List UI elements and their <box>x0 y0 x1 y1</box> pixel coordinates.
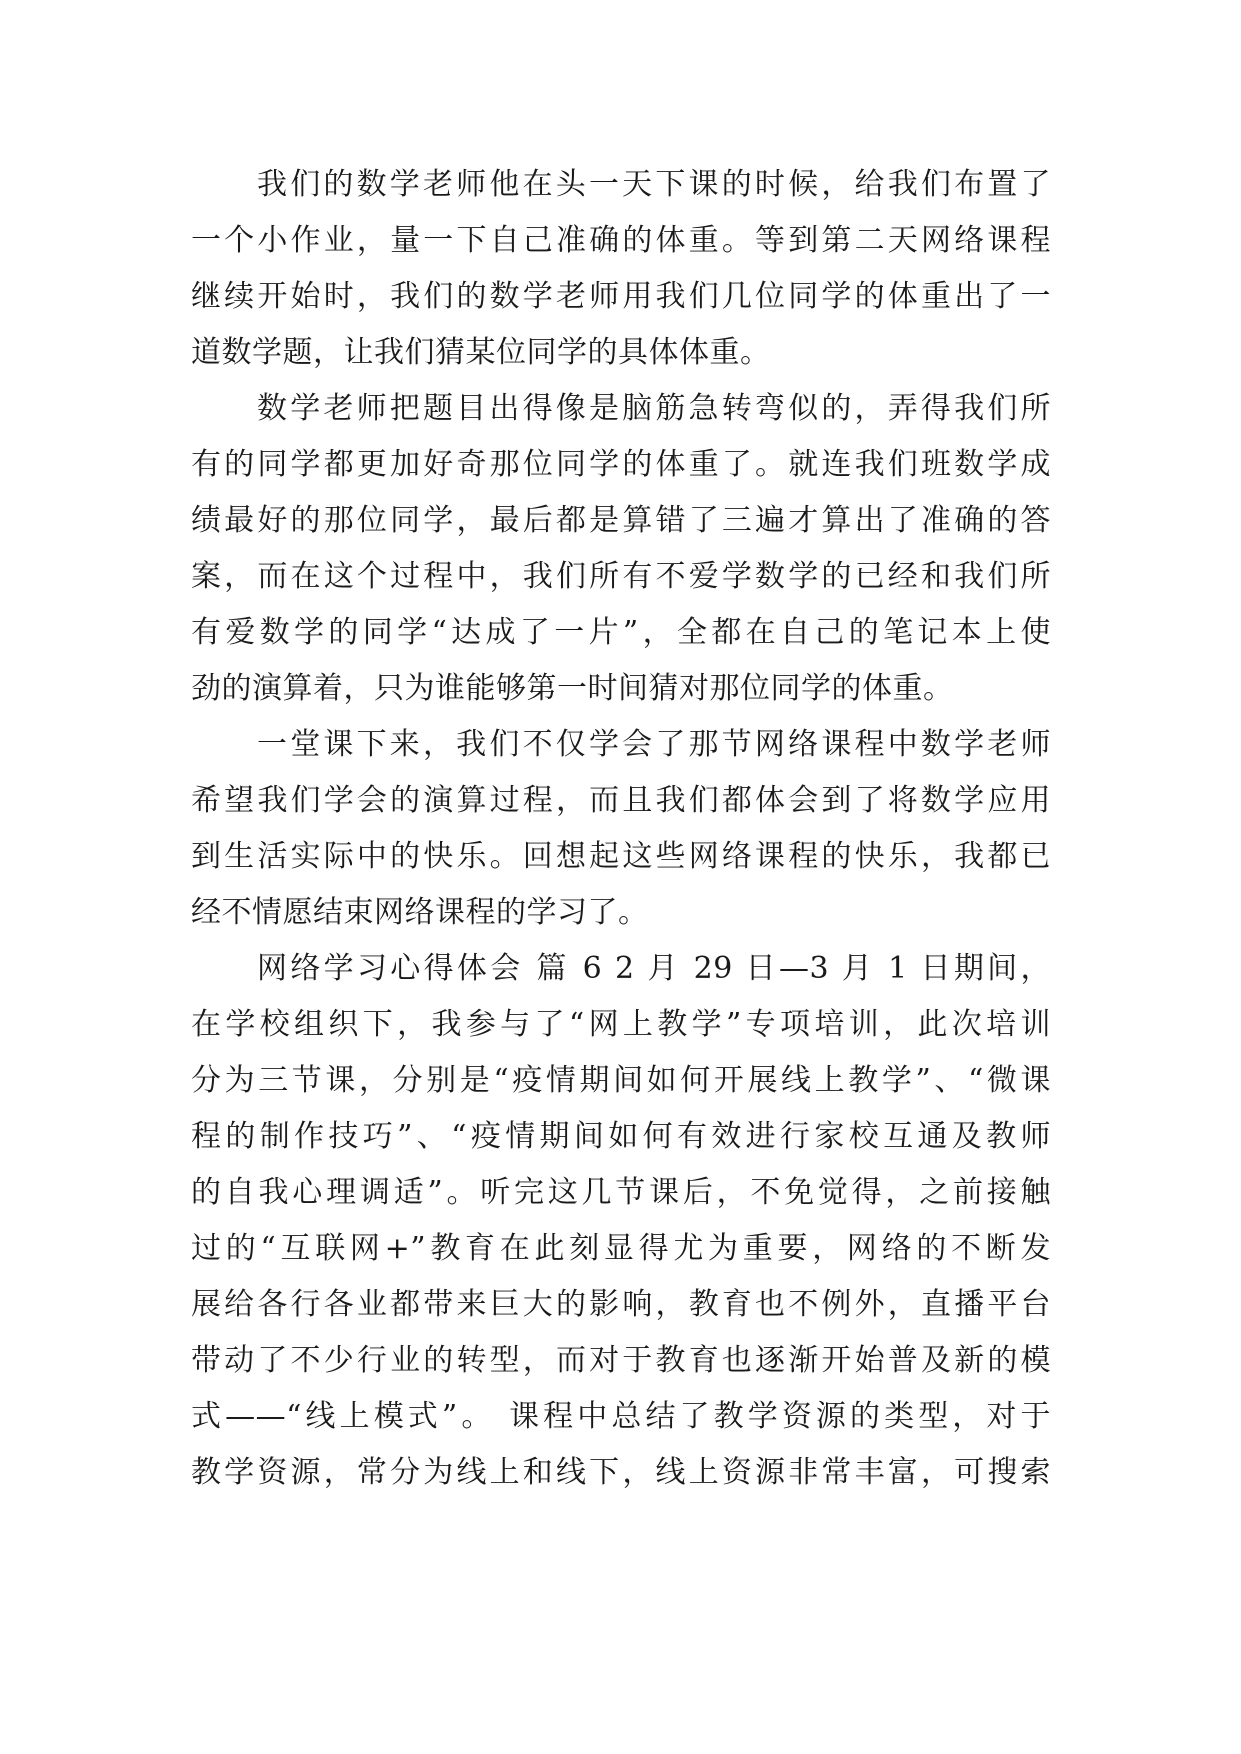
text-line: 劲的演算着，只为谁能够第一时间猜对那位同学的体重。 <box>191 671 954 706</box>
text-line: 道数学题，让我们猜某位同学的具体体重。 <box>191 335 771 370</box>
text-line: 带动了不少行业的转型，而对于教育也逐渐开始普及新的模 <box>191 1343 1051 1378</box>
text-line: 式——“线上模式”。 课程中总结了教学资源的类型，对于 <box>191 1399 1051 1434</box>
text-line: 分为三节课，分别是“疫情期间如何开展线上教学”、“微课 <box>191 1063 1051 1098</box>
text-line: 有爱数学的同学“达成了一片”，全都在自己的笔记本上使 <box>191 615 1051 650</box>
text-line: 在学校组织下，我参与了“网上教学”专项培训，此次培训 <box>191 1007 1051 1042</box>
text-line: 一个小作业，量一下自己准确的体重。等到第二天网络课程 <box>191 223 1051 258</box>
text-line: 一堂课下来，我们不仅学会了那节网络课程中数学老师 <box>257 727 1051 762</box>
text-line: 我们的数学老师他在头一天下课的时候，给我们布置了 <box>257 167 1051 202</box>
text-line: 案，而在这个过程中，我们所有不爱学数学的已经和我们所 <box>191 559 1051 594</box>
text-line: 的自我心理调适”。听完这几节课后，不免觉得，之前接触 <box>191 1175 1051 1210</box>
text-line: 展给各行各业都带来巨大的影响，教育也不例外，直播平台 <box>191 1287 1051 1322</box>
text-line: 过的“互联网+”教育在此刻显得尤为重要，网络的不断发 <box>191 1231 1051 1266</box>
text-line: 绩最好的那位同学，最后都是算错了三遍才算出了准确的答 <box>191 503 1051 538</box>
text-line: 到生活实际中的快乐。回想起这些网络课程的快乐，我都已 <box>191 839 1051 874</box>
text-line: 数学老师把题目出得像是脑筋急转弯似的，弄得我们所 <box>257 391 1051 426</box>
section-heading-line: 网络学习心得体会 篇 6 2 月 29 日—3 月 1 日期间， <box>257 951 1051 986</box>
text-line: 程的制作技巧”、“疫情期间如何有效进行家校互通及教师 <box>191 1119 1051 1154</box>
text-line: 教学资源，常分为线上和线下，线上资源非常丰富，可搜索 <box>191 1455 1051 1490</box>
text-line: 希望我们学会的演算过程，而且我们都体会到了将数学应用 <box>191 783 1051 818</box>
text-line: 经不情愿结束网络课程的学习了。 <box>191 895 649 930</box>
text-line: 有的同学都更加好奇那位同学的体重了。就连我们班数学成 <box>191 447 1051 482</box>
text-line: 继续开始时，我们的数学老师用我们几位同学的体重出了一 <box>191 279 1051 314</box>
